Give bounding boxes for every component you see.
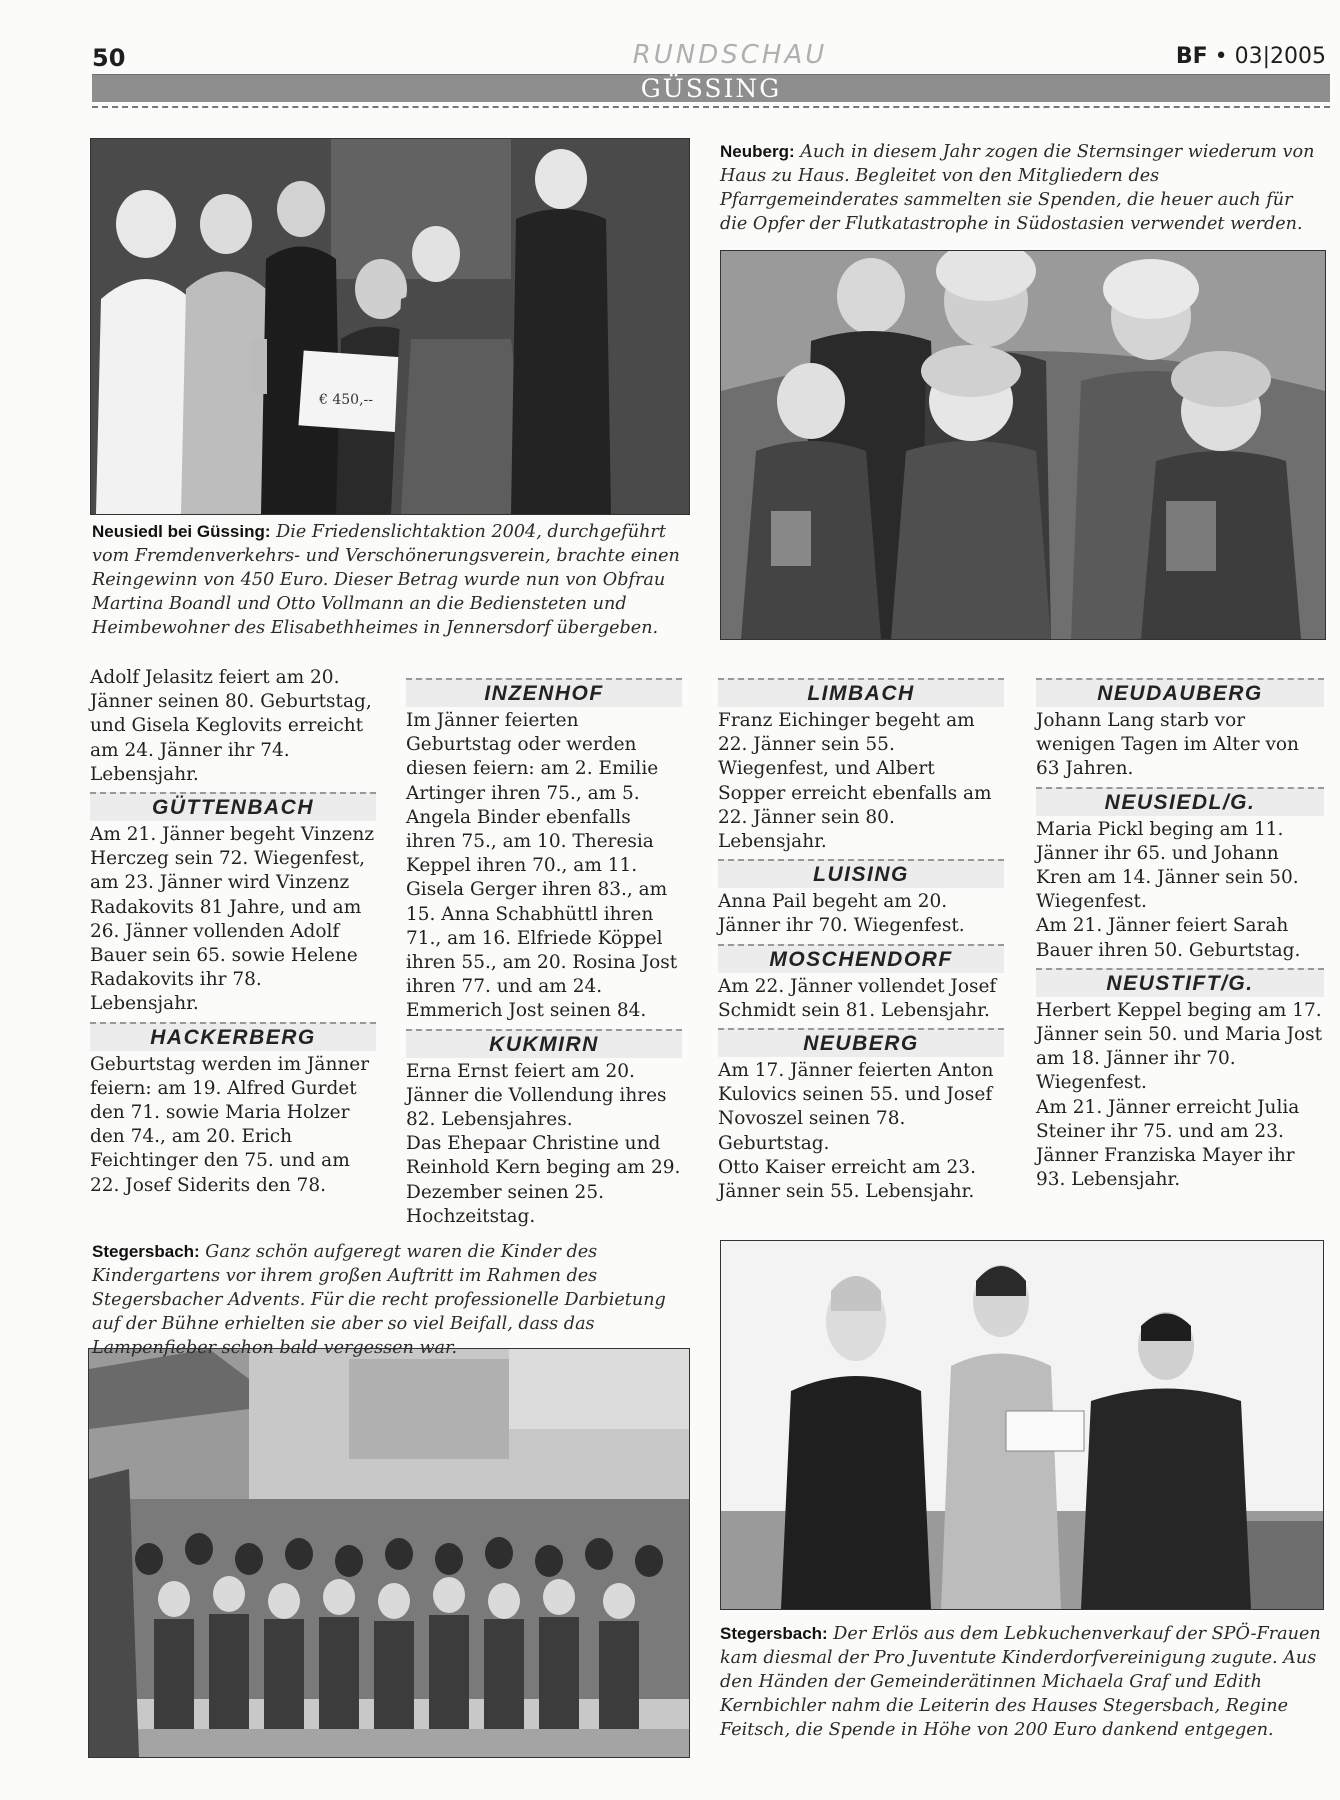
district-title: GÜSSING <box>640 74 782 103</box>
caption-text: Auch in diesem Jahr zogen die Sternsinger wiederum von Haus zu Haus. Begleitet von den Mitgliedern des Pfarrgemeinderates sammelten sie Spenden, die heuer auch für die Opfer der Flutkatastrophe in Südostasien verwendet werden. <box>720 142 1315 234</box>
section-heading-inzenhof: INZENHOF <box>406 678 682 707</box>
news-paragraph: Johann Lang starb vor wenigen Tagen im Alter von 63 Jahren. <box>1036 710 1299 780</box>
section-heading-moschendorf: MOSCHENDORF <box>718 944 1004 973</box>
news-paragraph: Am 22. Jänner vollendet Josef Schmidt sein 81. Lebensjahr. <box>718 975 997 1021</box>
news-paragraph: Am 21. Jänner feiert Sarah Bauer ihren 50. Geburtstag. <box>1036 915 1301 961</box>
issue-bullet: • <box>1214 44 1228 69</box>
photo-neuberg-sternsinger <box>720 250 1326 640</box>
news-paragraph: Maria Pickl beging am 11. Jänner ihr 65. und Johann Kren am 14. Jänner sein 50. Wiegenfest. <box>1036 818 1299 913</box>
news-paragraph: Otto Kaiser erreicht am 23. Jänner sein 55. Lebensjahr. <box>718 1156 976 1203</box>
news-column-1 <box>90 666 376 1198</box>
issue-info <box>1176 44 1326 69</box>
caption-neusiedl <box>92 520 692 640</box>
header-divider <box>92 106 1330 108</box>
caption-place: Neusiedl bei Güssing: <box>92 522 271 541</box>
section-heading-hackerberg: HACKERBERG <box>90 1022 376 1051</box>
caption-place: Stegersbach: <box>720 1624 828 1643</box>
page-number: 50 <box>92 44 126 72</box>
caption-text: Die Friedenslichtaktion 2004, durchgeführt vom Fremdenverkehrs- und Verschönerungsverein, brachte einen Reingewinn von 450 Euro. Dieser Betrag wurde nun von Obfrau Martina Boandl und Otto Vollmann an die Bediensteten und Heimbewohner des Elisabethheimes in Jennersdorf übergeben. <box>92 522 680 638</box>
caption-text: Ganz schön aufgeregt waren die Kinder des Kindergartens vor ihrem großen Auftritt im Rahmen des Stegersbacher Advents. Für die recht professionelle Darbietung auf der Bühne erhielten sie aber so viel Beifall, dass das Lampenfieber schon bald vergessen war. <box>92 1242 666 1358</box>
section-heading-kukmirn: KUKMIRN <box>406 1029 682 1058</box>
caption-neuberg <box>720 140 1320 236</box>
news-paragraph: Erna Ernst feiert am 20. Jänner die Vollendung ihres 82. Lebensjahres. <box>406 1060 667 1131</box>
section-heading-neustift: NEUSTIFT/G. <box>1036 968 1324 997</box>
news-paragraph: Im Jänner feierten Geburtstag oder werden diesen feiern: am 2. Emilie Artinger ihren 75., am 5. Angela Binder ebenfalls ihren 75., am 10. Theresia Keppel ihren 70., am 11. Gisela Gerger ihren 83., am 15. Anna Schabhüttl ihren 71., am 16. Elfriede Köppel ihren 55., am 20. Rosina Jost ihren 77. und am 24. Emmerich Jost seinen 84. <box>406 710 678 1022</box>
district-band <box>92 74 1330 102</box>
news-paragraph: Das Ehepaar Christine und Reinhold Kern beging am 29. Dezember seinen 25. Hochzeitstag. <box>406 1133 681 1227</box>
issue-number: 03|2005 <box>1234 44 1326 69</box>
photo-stegersbach-donation <box>720 1240 1324 1610</box>
news-paragraph: Am 21. Jänner erreicht Julia Steiner ihr 75. und am 23. Jänner Franziska Mayer ihr 93. Lebensjahr. <box>1036 1096 1300 1191</box>
section-heading-guettenbach: GÜTTENBACH <box>90 792 376 821</box>
caption-stegersbach-children <box>92 1240 692 1360</box>
publication-name: BF <box>1175 44 1208 69</box>
section-heading-neudauberg: NEUDAUBERG <box>1036 678 1324 707</box>
news-column-2 <box>406 678 682 1229</box>
news-paragraph: Am 21. Jänner begeht Vinzenz Herczeg sein 72. Wiegenfest, am 23. Jänner wird Vinzenz Radakovits 81 Jahre, und am 26. Jänner vollenden Adolf Bauer sein 65. sowie Helene Radakovits ihr 78. Lebensjahr. <box>90 824 375 1015</box>
news-paragraph: Geburtstag werden im Jänner feiern: am 19. Alfred Gurdet den 71. sowie Maria Holzer den 74., am 20. Erich Feichtinger den 75. und am 22. Josef Siderits den 78. <box>90 1053 370 1196</box>
news-paragraph: Franz Eichinger begeht am 22. Jänner sein 55. Wiegenfest, und Albert Sopper erreicht ebenfalls am 22. Jänner sein 80. Lebensjahr. <box>718 710 992 853</box>
section-heading-neusiedl: NEUSIEDL/G. <box>1036 787 1324 816</box>
news-paragraph: Herbert Keppel beging am 17. Jänner sein 50. und Maria Jost am 18. Jänner ihr 70. Wiegenfest. <box>1036 999 1323 1094</box>
caption-place: Neuberg: <box>720 142 795 161</box>
section-heading-neuberg: NEUBERG <box>718 1028 1004 1057</box>
section-heading-luising: LUISING <box>718 859 1004 888</box>
news-column-3 <box>718 678 1004 1204</box>
caption-text: Der Erlös aus dem Lebkuchenverkauf der SPÖ-Frauen kam diesmal der Pro Juventute Kinderdorfvereinigung zugute. Aus den Händen der Gemeinderätinnen Michaela Graf und Edith Kernbichler nahm die Leiterin des Hauses Stegersbach, Regine Feitsch, die Spende in Höhe von 200 Euro dankend entgegen. <box>720 1624 1321 1740</box>
news-column-4 <box>1036 678 1324 1192</box>
section-name: RUNDSCHAU <box>632 40 828 70</box>
caption-stegersbach-donation <box>720 1622 1322 1742</box>
caption-place: Stegersbach: <box>92 1242 200 1261</box>
news-paragraph: Anna Pail begeht am 20. Jänner ihr 70. Wiegenfest. <box>718 891 965 937</box>
photo-neusiedl-group <box>90 138 690 515</box>
cheque-amount: € 450,-- <box>319 392 373 408</box>
section-heading-limbach: LIMBACH <box>718 678 1004 707</box>
photo-stegersbach-children <box>88 1348 690 1758</box>
news-paragraph: Adolf Jelasitz feiert am 20. Jänner seinen 80. Geburtstag, und Gisela Keglovits erreicht am 24. Jänner ihr 74. Lebensjahr. <box>90 667 372 785</box>
news-paragraph: Am 17. Jänner feierten Anton Kulovics seinen 55. und Josef Novoszel seinen 78. Geburtstag. <box>718 1060 994 1154</box>
